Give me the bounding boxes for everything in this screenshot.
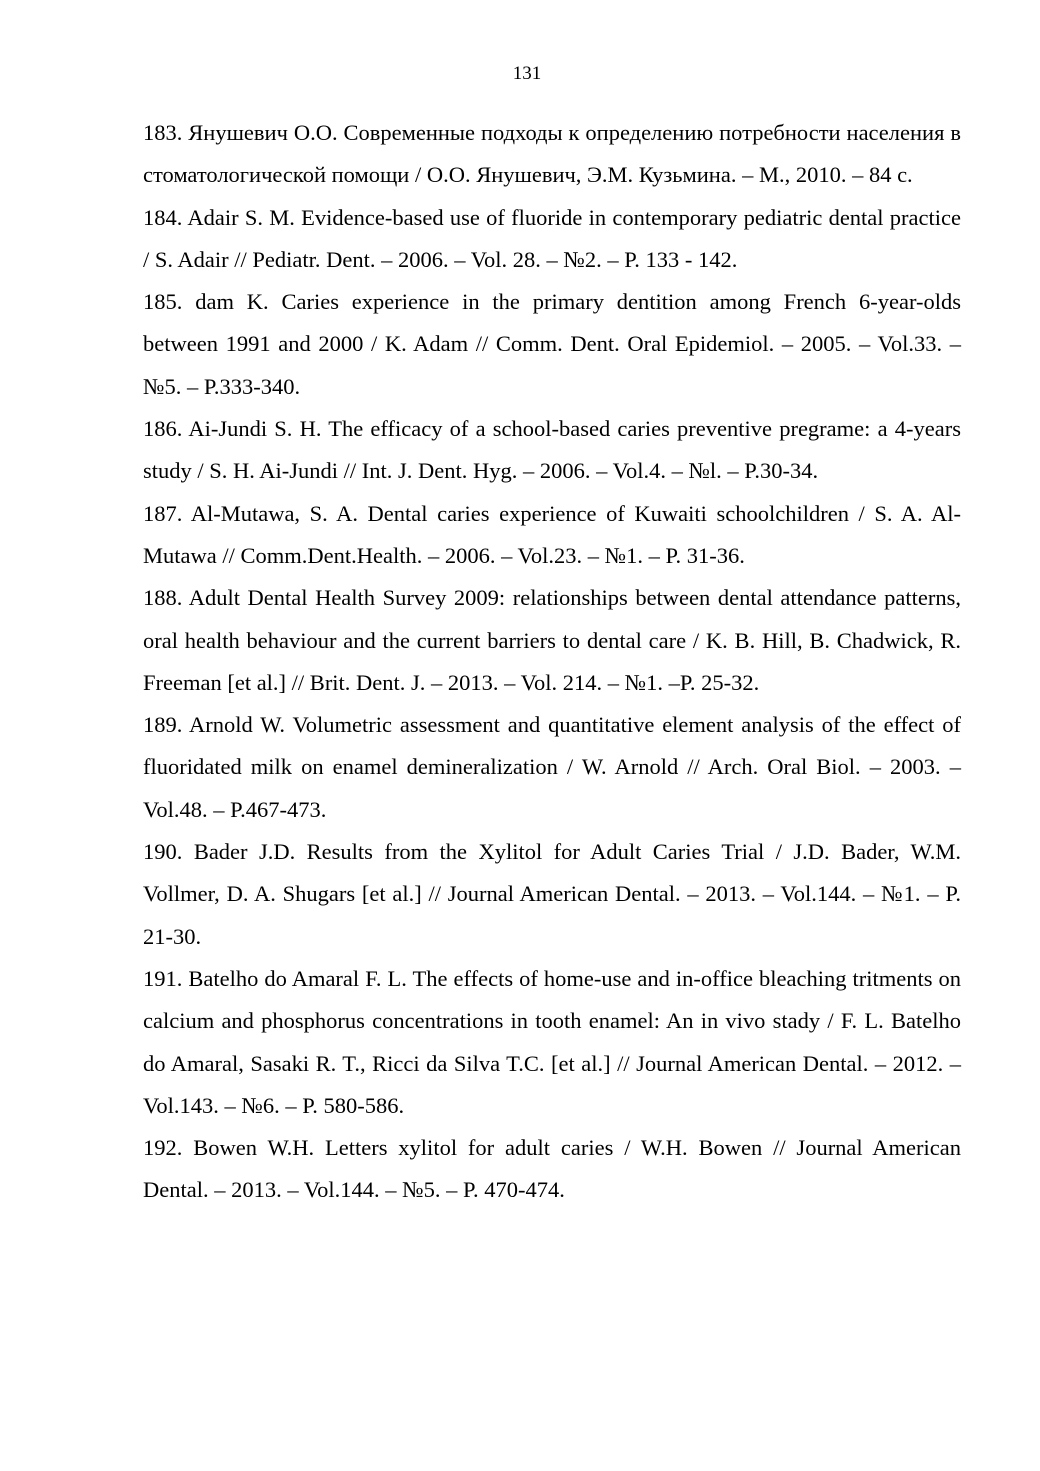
reference-item-190: 190. Bader J.D. Results from the Xylitol for Adult Caries Trial / J.D. Bader, W.M. Vollmer, D. A. Shugars [et al.] // Journal American Dental. – 2013. – Vol.144. – №1. – P. 21-30. [143,839,961,949]
reference-item-183: 183. Янушевич О.О. Современные подходы к определению потребности населения в стоматологической помощи / О.О. Янушевич, Э.М. Кузьмина. – М., 2010. – 84 с. [143,120,961,188]
reference-item-186: 186. Ai-Jundi S. H. The efficacy of a school-based caries preventive pregrame: a 4-years study / S. H. Ai-Jundi // Int. J. Dent. Hyg. – 2006. – Vol.4. – №l. – P.30-34. [143,416,961,484]
reference-item-189: 189. Arnold W. Volumetric assessment and quantitative element analysis of the effect of fluoridated milk on enamel demineralization / W. Arnold // Arch. Oral Biol. – 2003. – Vol.48. – P.467-473. [143,712,961,822]
page-number: 131 [512,63,542,84]
reference-item-191: 191. Batelho do Amaral F. L. The effects of home-use and in-office bleaching tritments on calcium and phosphorus concentrations in tooth enamel: An in vivo stady / F. L. Batelho do Amaral, Sasaki R. T., Ricci da Silva T.C. [et al.] // Journal American Dental. – 2012. – Vol.143. – №6. – P. 580-586. [143,965,961,1118]
reference-item-187: 187. Al-Mutawa, S. A. Dental caries experience of Kuwaiti schoolchildren / S. A. Al-Mutawa // Comm.Dent.Health. – 2006. – Vol.23. – №1. – P. 31-36. [143,500,961,568]
reference-item-188: 188. Adult Dental Health Survey 2009: relationships between dental attendance patterns, oral health behaviour and the current barriers to dental care / K. B. Hill, B. Chadwick, R. Freeman [et al.] // Brit. Dent. J. – 2013. – Vol. 214. – №1. –P. 25-32. [143,585,961,695]
reference-item-184: 184. Adair S. M. Evidence-based use of fluoride in contemporary pediatric dental practice / S. Adair // Pediatr. Dent. – 2006. – Vol. 28. – №2. – P. 133 - 142. [143,204,961,272]
reference-list [143,112,961,1212]
reference-item-185: 185. dam K. Caries experience in the primary dentition among French 6-year-olds between 1991 and 2000 / K. Adam // Comm. Dent. Oral Epidemiol. – 2005. – Vol.33. – №5. – P.333-340. [143,289,961,399]
reference-item-192: 192. Bowen W.H. Letters xylitol for adult caries / W.H. Bowen // Journal American Dental. – 2013. – Vol.144. – №5. – P. 470-474. [143,1135,961,1203]
